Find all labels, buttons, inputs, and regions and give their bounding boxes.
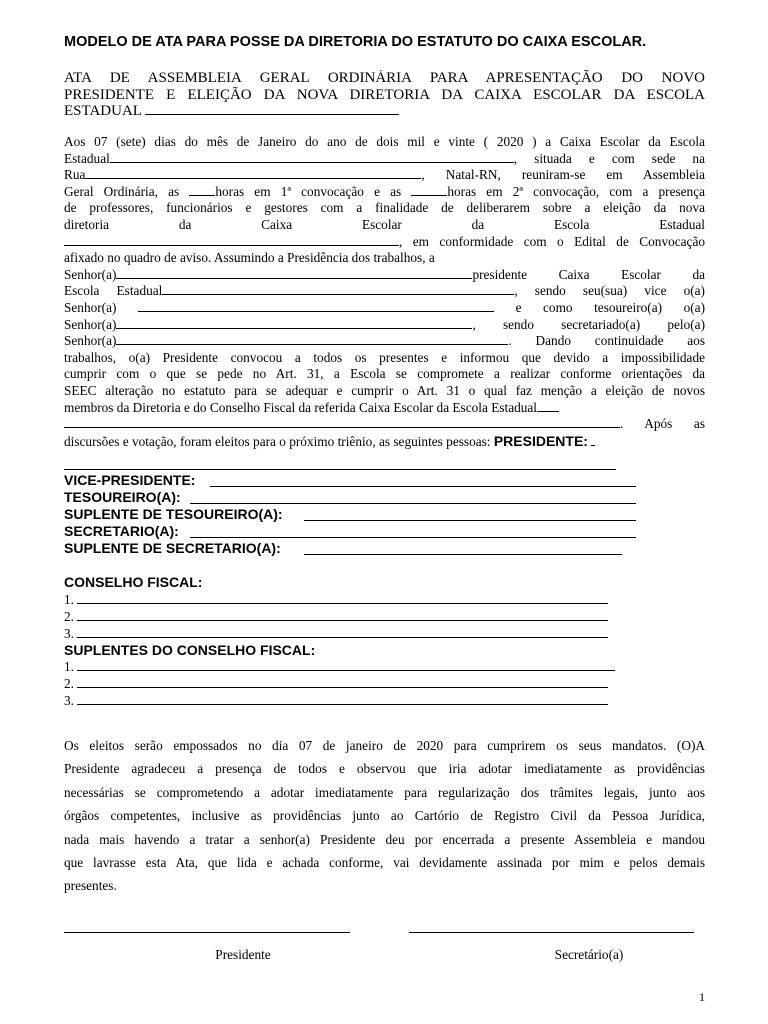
body-line: de professores, funcionários e gestores com a finalidade de deliberarem sobre a eleição da nova <box>64 200 705 216</box>
conselho-fiscal-title: CONSELHO FISCAL: <box>64 574 203 590</box>
body-text: , em conformidade com o Edital de Convocação <box>399 233 705 249</box>
body-line <box>64 333 705 350</box>
blank-field[interactable] <box>138 300 494 312</box>
body-line <box>64 184 705 201</box>
blank-field[interactable] <box>77 676 608 688</box>
closing-line: necessárias se comprometendo a adotar imediatamente para regularização dos trâmites legais, junto aos <box>64 784 705 800</box>
body-line <box>64 433 705 450</box>
body-line: Aos 07 (sete) dias do mês de Janeiro do ano de dois mil e vinte ( 2020 ) a Caixa Escolar da Escola <box>64 134 705 149</box>
secretary-field[interactable] <box>190 537 636 538</box>
blank-field[interactable] <box>189 184 215 196</box>
line-number: 3. <box>64 626 74 641</box>
document-title: MODELO DE ATA PARA POSSE DA DIRETORIA DO ESTATUTO DO CAIXA ESCOLAR. <box>64 34 647 50</box>
closing-paragraph <box>64 734 705 898</box>
heading-line <box>64 103 705 120</box>
closing-line: que lavrasse esta Ata, que lida e achada conforme, vai devidamente assinada por mim e pelos demais <box>64 855 705 871</box>
blank-field[interactable] <box>110 151 514 163</box>
treasurer-field[interactable] <box>190 503 636 504</box>
closing-line: órgãos competentes, inclusive as providências junto ao Cartório de Registro Civil da Pessoa Jurídica, <box>64 808 705 824</box>
blank-field[interactable] <box>77 609 608 621</box>
ata-heading <box>64 70 705 120</box>
body-text: Senhor(a) <box>64 266 117 282</box>
president-signature-line[interactable] <box>64 932 350 933</box>
deputy-secretary-field[interactable] <box>304 554 622 555</box>
vice-president-field[interactable] <box>210 486 636 487</box>
blank-field[interactable] <box>145 103 399 115</box>
blank-field[interactable] <box>411 184 447 196</box>
blank-field[interactable] <box>162 283 514 295</box>
body-line <box>64 217 705 234</box>
suplentes-line-3 <box>64 693 608 709</box>
body-line <box>64 267 705 284</box>
body-text: Estadual <box>64 150 110 166</box>
body-text: horas em 2ª convocação, com a presença <box>447 183 705 199</box>
body-text: . Dando continuidade aos <box>508 333 705 349</box>
body-line <box>64 167 705 184</box>
heading-line: ATA DE ASSEMBLEIA GERAL ORDINÁRIA PARA APRESENTAÇÃO DO NOVO <box>64 70 705 86</box>
conselho-line-1 <box>64 592 608 608</box>
blank-field[interactable] <box>116 317 472 329</box>
line-number: 3. <box>64 693 74 708</box>
body-text: Senhor(a) <box>64 316 117 332</box>
body-text: afixado no quadro de aviso. Assumindo a Presidência dos trabalhos, a <box>64 250 435 266</box>
line-number: 1. <box>64 659 74 674</box>
blank-field[interactable] <box>64 416 620 428</box>
closing-line: Os eleitos serão empossados no dia 07 de janeiro de 2020 para cumprirem os seus mandatos. (O)A <box>64 738 705 753</box>
blank-field[interactable] <box>116 333 508 345</box>
body-text: horas em 1ª convocação e as <box>215 183 402 199</box>
heading-line: PRESIDENTE E ELEIÇÃO DA NOVA DIRETORIA DA CAIXA ESCOLAR DA ESCOLA <box>64 86 705 103</box>
body-text: , sendo seu(sua) vice o(a) <box>514 283 705 299</box>
president-name-line[interactable] <box>64 469 616 470</box>
blank-field[interactable] <box>116 267 472 279</box>
body-line <box>64 234 705 251</box>
suplentes-conselho-title: SUPLENTES DO CONSELHO FISCAL: <box>64 642 316 658</box>
body-line <box>64 300 705 317</box>
blank-field[interactable] <box>77 693 608 705</box>
conselho-line-2 <box>64 609 608 625</box>
line-number: 2. <box>64 676 74 691</box>
body-text: Senhor(a) <box>64 299 117 315</box>
president-signature-label: Presidente <box>215 947 271 962</box>
body-text: Escola Estadual <box>64 283 163 299</box>
body-text: Rua <box>64 167 86 183</box>
blank-field[interactable] <box>64 234 399 246</box>
body-text: e como tesoureiro(a) o(a) <box>515 299 705 315</box>
body-line: trabalhos, o(a) Presidente convocou a todos os presentes e informou que devido a impossibilidade <box>64 349 705 365</box>
blank-field[interactable] <box>77 626 608 638</box>
body-text: presidente Caixa Escolar da <box>472 266 705 282</box>
officer-treasurer-label: TESOUREIRO(A): <box>64 489 181 505</box>
body-text: Escola Estadual <box>553 216 705 232</box>
closing-line: presentes. <box>64 878 117 894</box>
line-number: 1. <box>64 592 74 607</box>
deputy-treasurer-field[interactable] <box>304 520 636 521</box>
body-text: . Após as <box>620 416 705 432</box>
body-text: diretoria da Caixa Escolar da <box>64 216 485 232</box>
body-text: membros da Diretoria e do Conselho Fiscal da referida Caixa Escolar da Escola Estadual <box>64 399 537 415</box>
page-number: 1 <box>699 990 705 1004</box>
line-number: 2. <box>64 609 74 624</box>
body-line <box>64 283 705 300</box>
body-line <box>64 416 705 433</box>
officer-secretary-label: SECRETARIO(A): <box>64 523 179 539</box>
conselho-line-3 <box>64 626 608 642</box>
president-label: PRESIDENTE: <box>493 432 588 449</box>
blank-field[interactable] <box>77 592 608 604</box>
suplentes-line-1 <box>64 659 615 675</box>
body-text: Senhor(a) <box>64 333 117 349</box>
suplentes-line-2 <box>64 676 608 692</box>
officers-list <box>64 472 664 557</box>
blank-field[interactable] <box>591 434 595 446</box>
officer-deputy-treasurer-label: SUPLENTE DE TESOUREIRO(A): <box>64 506 283 522</box>
officer-deputy-secretary-label: SUPLENTE DE SECRETARIO(A): <box>64 540 281 556</box>
closing-line: nada mais havendo a tratar a senhor(a) Presidente deu por encerrada a presente Assembleia e mandou <box>64 831 705 847</box>
blank-field[interactable] <box>85 167 421 179</box>
blank-field[interactable] <box>537 400 559 412</box>
body-line <box>64 151 705 168</box>
blank-field[interactable] <box>77 659 615 671</box>
body-text: , sendo secretariado(a) pelo(a) <box>472 316 705 332</box>
body-line <box>64 250 705 267</box>
body-line <box>64 317 705 334</box>
heading-line-text: ESTADUAL <box>64 103 142 119</box>
body-line <box>64 400 705 417</box>
officer-vice-president-label: VICE-PRESIDENTE: <box>64 472 196 488</box>
body-text: , situada e com sede na <box>513 150 705 166</box>
body-text: , Natal-RN, reuniram-se em Assembleia <box>421 167 705 183</box>
body-line: cumprir com o que se pede no Art. 31, a Escola se compromete a realizar conforme orientações da <box>64 366 705 382</box>
body-text: discursões e votação, foram eleitos para o próximo triênio, as seguintes pessoas: <box>64 433 491 449</box>
body-line: SEEC alteração no estatuto para se adequar e cumprir o Art. 31 o qual faz menção a eleição de novos <box>64 382 705 398</box>
ata-body <box>64 134 705 449</box>
body-text: Geral Ordinária, as <box>64 183 180 199</box>
secretary-signature-label: Secretário(a) <box>554 947 624 962</box>
secretary-signature-line[interactable] <box>409 932 694 933</box>
closing-line: Presidente agradeceu a presença de todos e observou que iria adotar imediatamente as providências <box>64 761 705 777</box>
